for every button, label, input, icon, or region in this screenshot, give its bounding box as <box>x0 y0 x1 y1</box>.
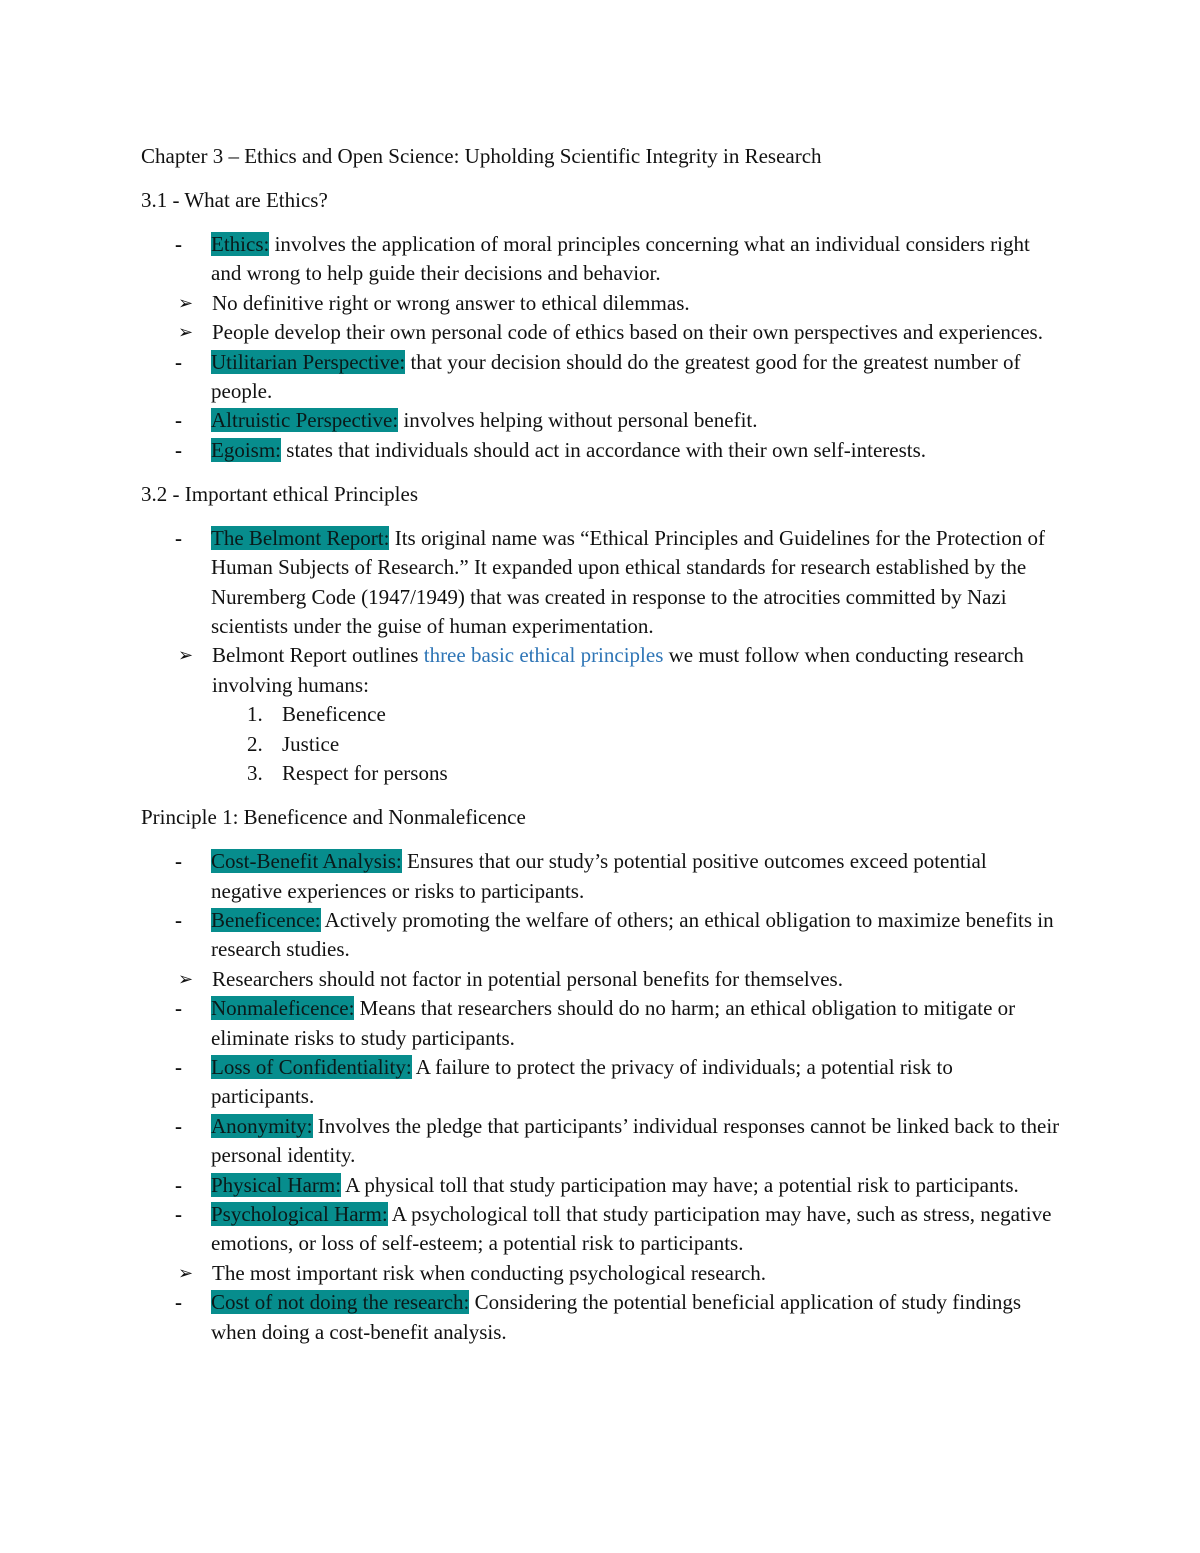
arrow-bullet-icon: ➢ <box>178 322 194 344</box>
numbered-item-respect <box>141 759 1061 788</box>
list-item-nonmaleficence <box>141 994 1061 1053</box>
principle-1-list <box>141 847 1061 1347</box>
sub-item-text: Belmont Report outlines <box>212 643 424 668</box>
principle-label: Respect for persons <box>282 761 448 786</box>
definition-text: Means that researchers should do no harm; an ethical obligation to mitigate or eliminate risks to study participants. <box>211 996 1016 1050</box>
ethics-definitions-list <box>141 230 1061 465</box>
dash-bullet: - <box>175 1113 182 1138</box>
term-highlight: Egoism: <box>211 437 282 462</box>
list-item-beneficence <box>141 906 1061 994</box>
numbered-item-beneficence <box>141 700 1061 729</box>
sub-item-text: we must follow when conducting research involving humans: <box>212 643 1024 697</box>
dash-bullet: - <box>175 1172 182 1197</box>
definition-text: involves helping without personal benefit. <box>398 408 758 433</box>
term-highlight: Altruistic Perspective: <box>211 408 399 433</box>
arrow-bullet-icon: ➢ <box>178 292 194 314</box>
arrow-bullet-icon: ➢ <box>178 1262 194 1284</box>
term-highlight: Psychological Harm: <box>211 1201 388 1226</box>
term-highlight: Cost-Benefit Analysis: <box>211 849 402 874</box>
sub-list-item <box>141 318 1061 347</box>
sub-list-item <box>141 965 1061 994</box>
sub-item-text: Researchers should not factor in potential personal benefits for themselves. <box>212 966 843 991</box>
section-heading-3-2: 3.2 - Important ethical Principles <box>141 481 419 506</box>
definition-text: A physical toll that study participation may have; a potential risk to participants. <box>341 1172 1019 1197</box>
term-highlight: Anonymity: <box>211 1113 313 1138</box>
list-item-loss-of-confidentiality <box>141 1053 1061 1112</box>
list-item-psychological-harm <box>141 1200 1061 1288</box>
dash-bullet: - <box>175 1290 182 1315</box>
sub-list <box>141 1259 1061 1288</box>
term-highlight: Nonmaleficence: <box>211 996 355 1021</box>
dash-bullet: - <box>175 232 182 256</box>
definition-text: Ensures that our study’s potential positive outcomes exceed potential negative experiences or risks to participants. <box>211 849 987 903</box>
list-item-utilitarian <box>141 348 1061 407</box>
number-label: 1. <box>247 702 263 727</box>
definition-text: states that individuals should act in accordance with their own self-interests. <box>281 437 927 462</box>
term-highlight: Physical Harm: <box>211 1172 342 1197</box>
list-item-egoism <box>141 436 1061 465</box>
dash-bullet: - <box>175 1201 182 1226</box>
definition-text: that your decision should do the greatest good for the greatest number of people. <box>211 349 1021 404</box>
three-principles-link[interactable]: three basic ethical principles <box>423 643 664 668</box>
list-item-altruistic <box>141 406 1061 435</box>
dash-bullet: - <box>175 349 182 374</box>
dash-bullet: - <box>175 408 182 433</box>
dash-bullet: - <box>175 849 182 874</box>
list-item-cost-of-not-doing-research <box>141 1288 1061 1347</box>
list-item-cost-benefit <box>141 847 1061 906</box>
arrow-bullet-icon: ➢ <box>178 968 194 990</box>
principle-1-heading: Principle 1: Beneficence and Nonmaleficence <box>141 805 526 830</box>
chapter-title: Chapter 3 – Ethics and Open Science: Upholding Scientific Integrity in Research <box>141 144 822 168</box>
definition-text: A psychological toll that study participation may have, such as stress, negative emotions, or loss of self-esteem; a potential risk to participants. <box>211 1201 1052 1256</box>
definition-text: Involves the pledge that participants’ individual responses cannot be linked back to their personal identity. <box>211 1113 1060 1168</box>
dash-bullet: - <box>175 907 182 932</box>
numbered-list <box>212 700 1061 788</box>
term-highlight: Loss of Confidentiality: <box>211 1054 412 1079</box>
arrow-bullet-icon: ➢ <box>178 645 194 667</box>
dash-bullet: - <box>175 437 182 462</box>
term-highlight: Ethics: <box>211 232 270 256</box>
sub-list-item <box>141 641 1061 788</box>
sub-item-text: The most important risk when conducting psychological research. <box>212 1260 767 1285</box>
document-body <box>141 142 1061 1362</box>
list-item-ethics <box>141 230 1061 348</box>
term-highlight: The Belmont Report: <box>211 525 390 550</box>
number-label: 2. <box>247 731 263 756</box>
definition-text: Actively promoting the welfare of others; an ethical obligation to maximize benefits in research studies. <box>211 907 1054 962</box>
list-item-belmont-report <box>141 524 1061 789</box>
sub-list <box>141 965 1061 994</box>
sub-list-item <box>141 289 1061 318</box>
sub-list-item <box>141 1259 1061 1288</box>
list-item-anonymity <box>141 1112 1061 1171</box>
definition-text: A failure to protect the privacy of individuals; a potential risk to participants. <box>211 1054 953 1109</box>
principles-list <box>141 524 1061 789</box>
principle-label: Justice <box>282 731 340 756</box>
definition-text: Considering the potential beneficial application of study findings when doing a cost-benefit analysis. <box>211 1290 1022 1344</box>
sub-item-text: People develop their own personal code of ethics based on their own perspectives and experiences. <box>212 320 1043 345</box>
sub-list <box>141 289 1061 348</box>
dash-bullet: - <box>175 996 182 1021</box>
dash-bullet: - <box>175 525 182 550</box>
definition-text: involves the application of moral principles concerning what an individual considers right and wrong to help guide their decisions and behavior. <box>211 232 1030 286</box>
term-highlight: Utilitarian Perspective: <box>211 349 406 374</box>
sub-list <box>141 641 1061 788</box>
definition-text: Its original name was “Ethical Principles and Guidelines for the Protection of Human Subjects of Research.” It expanded upon ethical standards for research established by the Nuremberg Code (1947/1949) that was created in response to the atrocities committed by Nazi scientists under the guise of human experimentation. <box>211 525 1045 639</box>
numbered-item-justice <box>141 730 1061 759</box>
sub-item-text: No definitive right or wrong answer to ethical dilemmas. <box>212 290 690 315</box>
term-highlight: Beneficence: <box>211 907 321 932</box>
dash-bullet: - <box>175 1054 182 1079</box>
list-item-physical-harm <box>141 1171 1061 1200</box>
principle-label: Beneficence <box>282 702 386 727</box>
term-highlight: Cost of not doing the research: <box>211 1290 470 1315</box>
section-heading-3-1: 3.1 - What are Ethics? <box>141 188 328 212</box>
number-label: 3. <box>247 761 263 786</box>
